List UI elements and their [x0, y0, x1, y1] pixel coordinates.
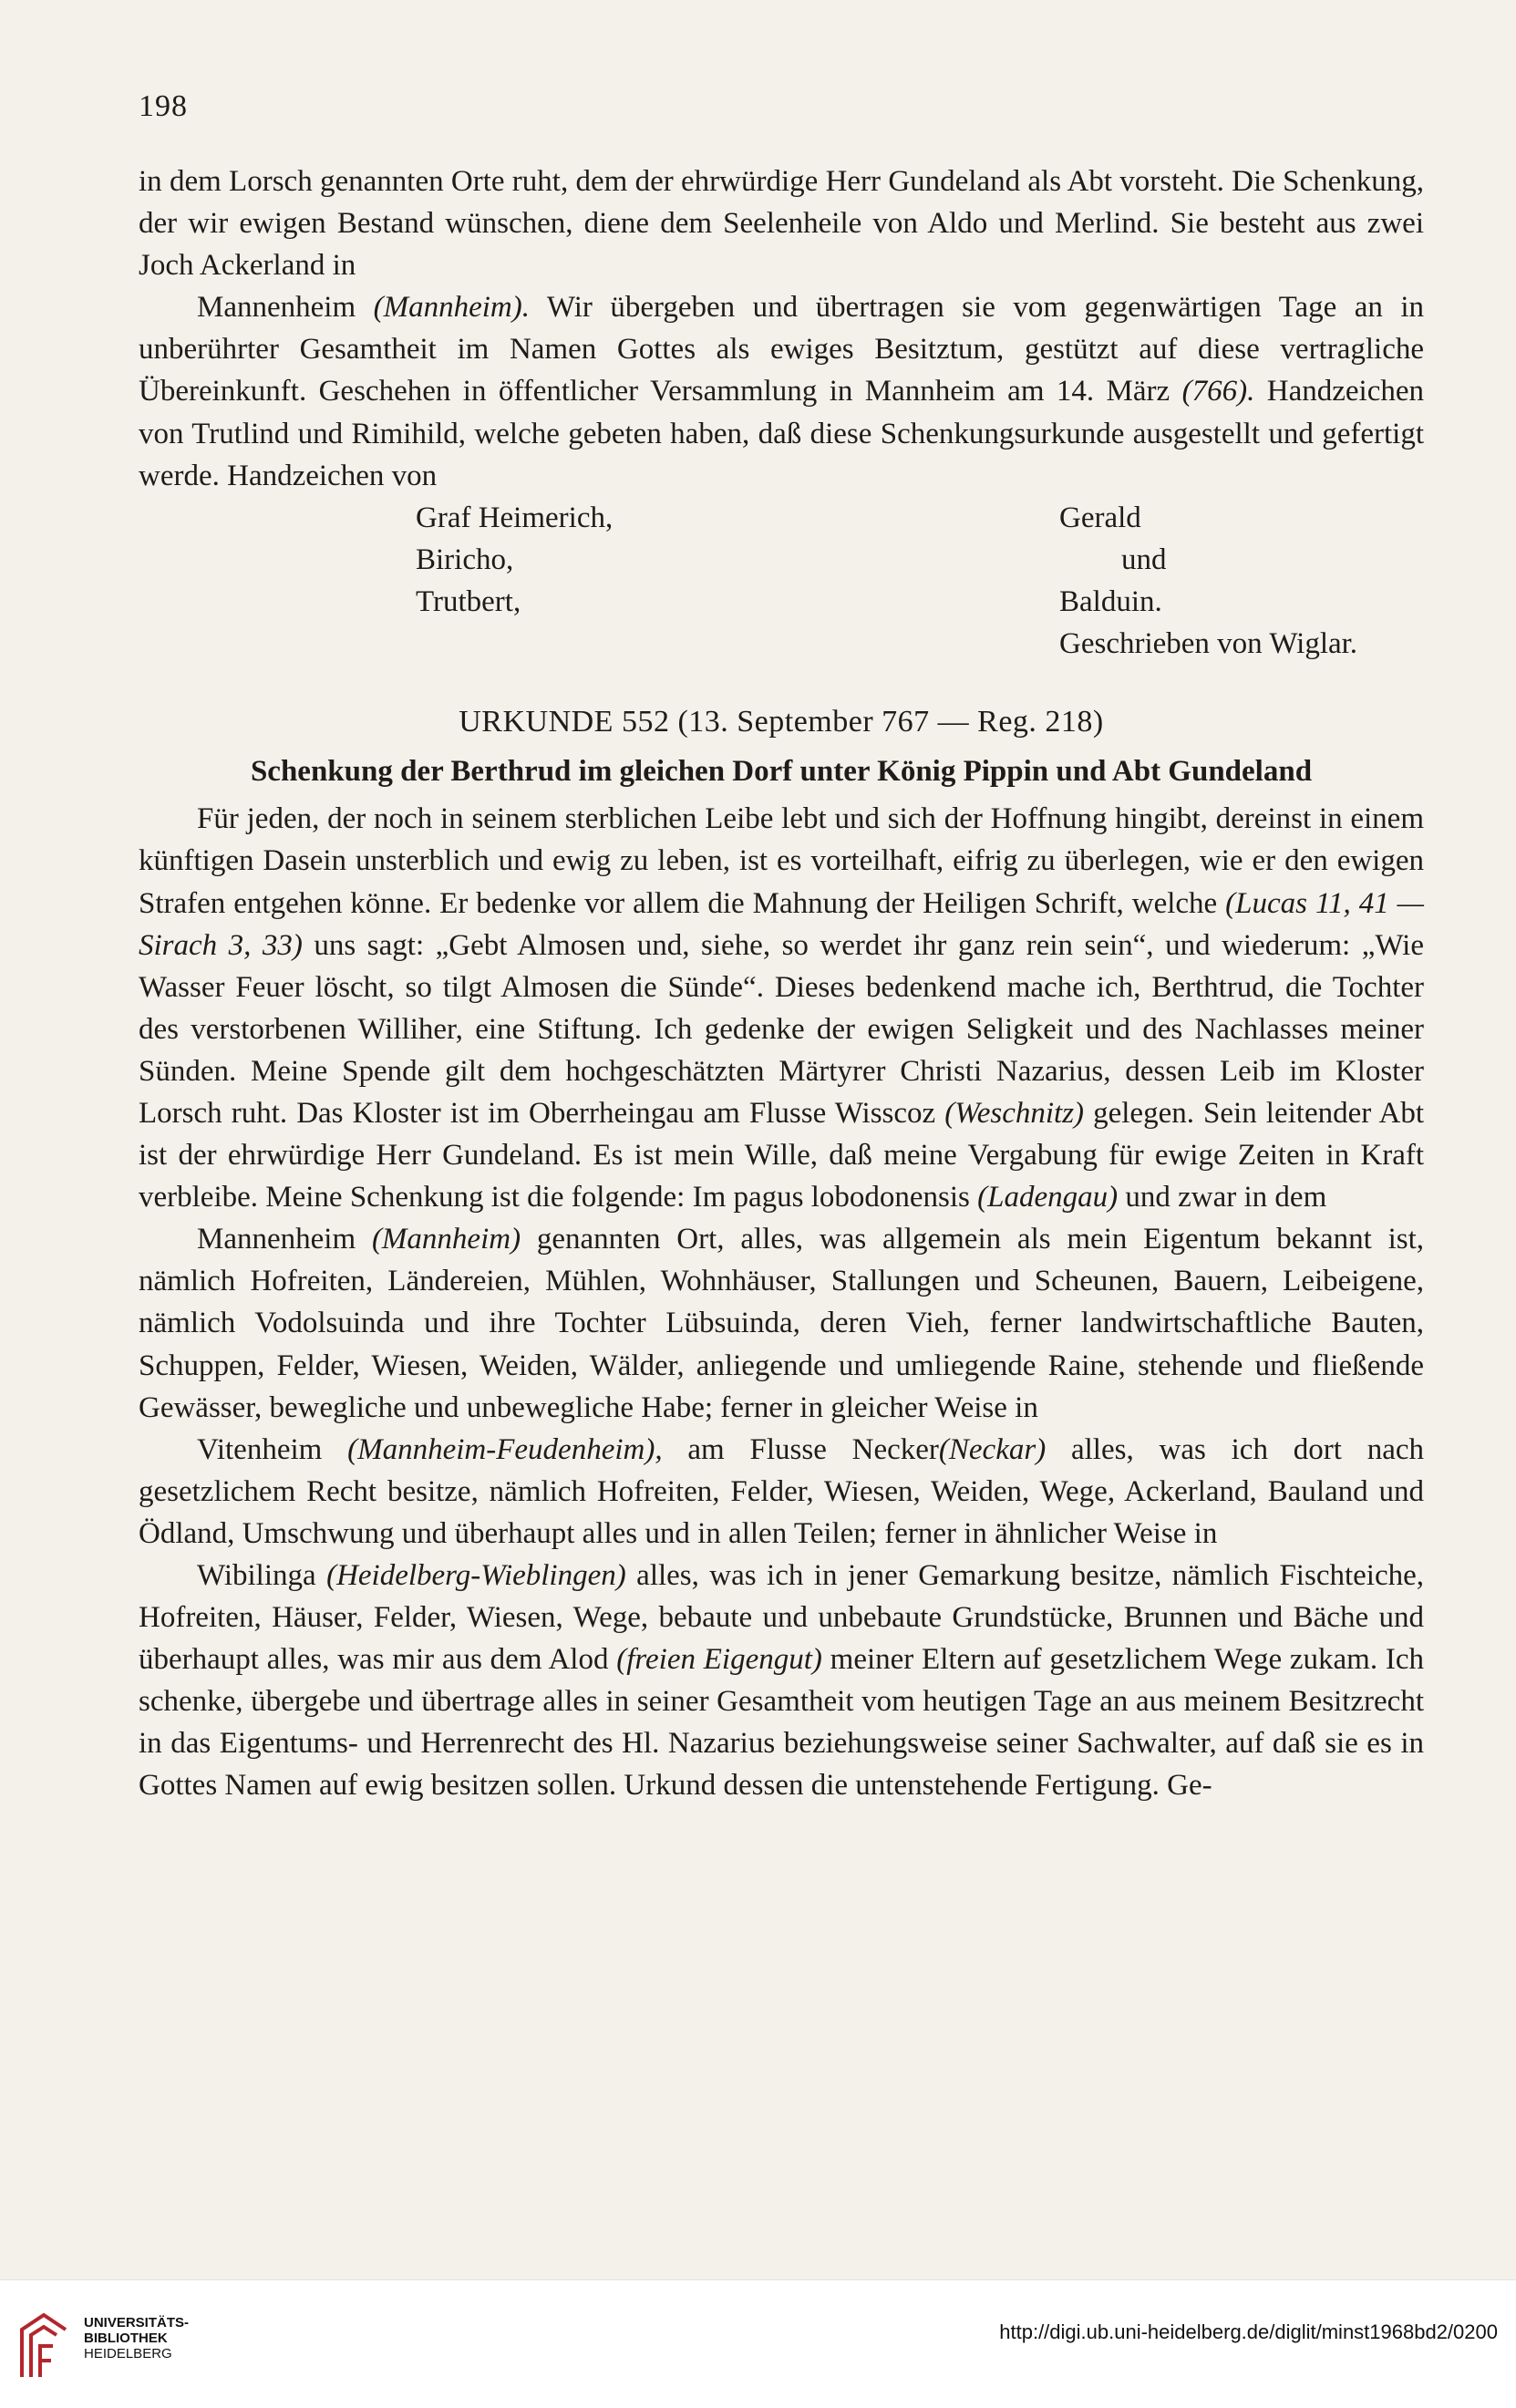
italic-place-name: (Ladengau): [977, 1181, 1119, 1214]
text-run: und zwar in dem: [1118, 1181, 1327, 1214]
italic-place-name: (Heidelberg-Wieblingen): [326, 1559, 626, 1592]
paragraph-6: [139, 1555, 1424, 1807]
source-url[interactable]: http://digi.ub.uni-heidelberg.de/diglit/minst1968bd2/0200: [999, 2320, 1498, 2343]
text-run: alles, was ich in jener Gemarkung besitze, nämlich Fischteiche, Hofreiten, Häuser, Felder, Wiesen, Wege, bebaute und unbebaute Grundstücke, Brunnen und Bäche und überhaupt alles, was mir aus dem Alod: [139, 1559, 1424, 1677]
paragraph-1: in dem Lorsch genannten Orte ruht, dem der ehrwürdige Herr Gundeland als Abt vorsteht. Die Schenkung, der wir ewigen Bestand wünschen, diene dem Seelenheile von Aldo und Merlind. Sie besteht aus zwei Joch Ackerland in: [139, 165, 1424, 283]
text-run: genannten Ort, alles, was allgemein als mein Eigentum bekannt ist, nämlich Hofreiten, Ländereien, Mühlen, Wohnhäuser, Stallungen und Scheunen, Bauern, Leibeigene, nämlich Vodolsuinda und ihre Tochter Lübsuinda, deren Vieh, ferner landwirtschaftliche Bauten, Schuppen, Felder, Wiesen, Weiden, Wälder, anliegende und umliegende Raine, stehende und fließende Gewässer, bewegliche und unbewegliche Habe; ferner in gleicher Weise in: [139, 1223, 1424, 1424]
page-number: 198: [139, 89, 188, 123]
scribe-name: Geschrieben von Wiglar.: [1059, 627, 1358, 661]
text-run: Handzeichen von Trutlind und Rimihild, welche gebeten haben, daß diese Schenkungsurkunde ausgestellt und gefertigt werde. Handzeichen von: [139, 375, 1424, 492]
italic-reference: (Lucas 11, 41 — Sirach 3, 33): [139, 886, 1424, 962]
signature-connector: und: [1121, 543, 1167, 576]
signature-row: [139, 497, 1424, 539]
italic-place-name: (Mannheim).: [373, 291, 530, 325]
text-run: Für jeden, der noch in seinem sterblichen Leibe lebt und sich der Hoffnung hingibt, dereinst in einem künftigen Dasein unsterblich und ewig zu leben, ist es vorteilhaft, eifrig zu überlegen, wie er den ewigen Strafen entgehen könne. Er bedenke vor allem die Mahnung der Heiligen Schrift, welche: [139, 802, 1424, 920]
library-name-line: HEIDELBERG: [84, 2346, 172, 2361]
paragraph-2: [139, 286, 1424, 496]
footer-bar: [0, 2279, 1516, 2408]
italic-gloss: (freien Eigengut): [616, 1643, 822, 1677]
text-run: uns sagt: „Gebt Almosen und, siehe, so werdet ihr ganz rein sein“, und wiederum: „Wie Wasser Feuer löscht, so tilgt Almosen die Sünde“. Dieses bedenkend mache ich, Berthtrud, die Tochter des verstorbenen Williher, eine Stiftung. Ich gedenke der ewigen Seligkeit und des Nachlasses meiner Sünden. Meine Spende gilt dem hochgeschätzten Märtyrer Christi Nazarius, dessen Leib im Kloster Lorsch ruht. Das Kloster ist im Oberrheingau am Flusse Wisscoz: [139, 928, 1424, 1130]
text-run: gelegen. Sein leitender Abt ist der ehrwürdige Herr Gundeland. Es ist mein Wille, daß meine Vergabung für ewige Zeiten in Kraft verbleibe. Meine Schenkung ist die folgende: Im pagus lobodonensis: [139, 1096, 1424, 1214]
signature-name: Balduin.: [1059, 584, 1162, 618]
signature-row: [139, 539, 1424, 581]
library-logo-icon: [16, 2310, 71, 2381]
text-run: Wibilinga: [197, 1559, 327, 1592]
signature-row: [139, 581, 1424, 623]
signature-name: Graf Heimerich,: [416, 501, 614, 534]
signature-name: Trutbert,: [416, 584, 521, 618]
library-name-line: UNIVERSITÄTS-: [84, 2315, 190, 2330]
document-heading: URKUNDE 552 (13. September 767 — Reg. 218): [459, 705, 1104, 739]
italic-place-name: (Weschnitz): [944, 1096, 1085, 1130]
text-run: Mannenheim: [197, 291, 374, 325]
scribe-line: [139, 623, 1424, 665]
text-run: Vitenheim: [197, 1432, 348, 1466]
italic-place-name: (Mannheim-Feudenheim),: [347, 1432, 663, 1466]
paragraph-4: [139, 1218, 1424, 1428]
library-name: [84, 2315, 189, 2361]
text-run: am Flusse Necker: [662, 1432, 939, 1466]
library-name-line: BIBLIOTHEK: [84, 2330, 168, 2346]
paragraph-3: [139, 798, 1424, 1218]
signature-name: Gerald: [1059, 501, 1141, 534]
signature-name: Biricho,: [416, 543, 514, 576]
text-run: meiner Eltern auf gesetzlichem Wege zukam. Ich schenke, übergebe und übertrage alles in seiner Gesamtheit vom heutigen Tage an aus meinem Besitzrecht in das Eigentums- und Herrenrecht des Hl. Nazarius beziehungsweise seiner Sachwalter, auf daß sie es in Gottes Namen auf ewig besitzen sollen. Urkund dessen die untenstehende Fertigung. Ge-: [139, 1643, 1424, 1803]
document-title: Schenkung der Berthrud im gleichen Dorf unter König Pippin und Abt Gundeland: [250, 755, 1313, 789]
paragraph-5: [139, 1429, 1424, 1555]
text-run: Mannenheim: [197, 1223, 372, 1256]
document-body: [139, 160, 1424, 1807]
italic-place-name: (Neckar): [938, 1432, 1047, 1466]
text-run: Wir übergeben und übertragen sie vom gegenwärtigen Tage an in unberührter Gesamtheit im Namen Gottes als ewiges Besitztum, gestützt auf diese vertragliche Übereinkunft. Geschehen in öffentlicher Versammlung in Mannheim am 14. März: [139, 291, 1425, 408]
text-run: alles, was ich dort nach gesetzlichem Recht besitze, nämlich Hofreiten, Felder, Wiesen, Weiden, Wege, Ackerland, Bauland und Ödland, Umschwung und überhaupt alles und in allen Teilen; ferner in ähnlicher Weise in: [139, 1432, 1424, 1550]
italic-place-name: (Mannheim): [371, 1223, 521, 1256]
italic-date: (766).: [1181, 375, 1255, 408]
